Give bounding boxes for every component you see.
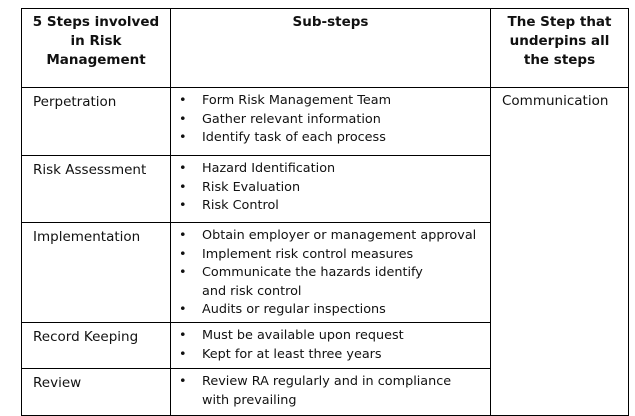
step-name: Risk Assessment [22, 156, 171, 223]
list-item: • Communicate the hazards identify and risk control [171, 264, 490, 301]
header-underpinning: The Step that underpins all the steps [491, 9, 629, 88]
list-item: • Implement risk control measures [171, 246, 490, 265]
substeps-cell [171, 369, 491, 416]
step-name: Perpetration [22, 88, 171, 156]
list-item: • Form Risk Management Team [171, 92, 490, 111]
list-item: • Gather relevant information [171, 111, 490, 130]
step-name: Review [22, 369, 171, 416]
list-item: • Risk Evaluation [171, 179, 490, 198]
risk-management-table [21, 8, 629, 416]
list-item: • Must be available upon request [171, 327, 490, 346]
list-item: • Kept for at least three years [171, 346, 490, 365]
list-item: • Identify task of each process [171, 129, 490, 148]
header-steps: 5 Steps involved in Risk Management [22, 9, 171, 88]
substeps-cell [171, 156, 491, 223]
step-name: Record Keeping [22, 323, 171, 369]
step-name: Implementation [22, 223, 171, 323]
list-item: • Risk Control [171, 197, 490, 216]
list-item: • Obtain employer or management approval [171, 227, 490, 246]
list-item: • Audits or regular inspections [171, 301, 490, 320]
header-substeps: Sub-steps [171, 9, 491, 88]
table-row [22, 88, 629, 156]
substeps-cell [171, 323, 491, 369]
underpinning-step: Communication [491, 88, 629, 416]
header-row [22, 9, 629, 88]
substeps-cell [171, 223, 491, 323]
list-item: • Hazard Identification [171, 160, 490, 179]
substeps-cell [171, 88, 491, 156]
list-item: • Review RA regularly and in compliance with prevailing [171, 373, 490, 410]
